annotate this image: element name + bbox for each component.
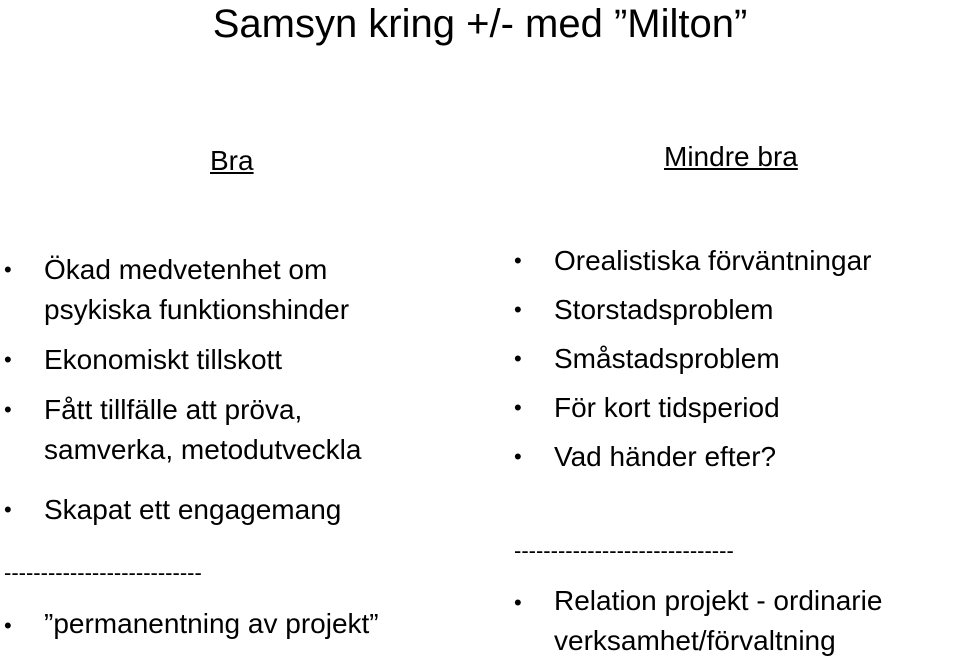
list-item xyxy=(514,285,871,334)
extra-item xyxy=(4,604,379,646)
divider-line: --------------------------- xyxy=(4,560,202,585)
bullet-icon: • xyxy=(514,395,522,420)
bullet-icon: • xyxy=(514,297,522,322)
list-item xyxy=(514,383,871,432)
extra-item-text: ”permanentning av projekt” xyxy=(44,608,379,639)
slide-title: Samsyn kring +/- med ”Milton” xyxy=(212,2,748,46)
bullet-icon: • xyxy=(514,346,522,371)
column-heading-less-good: Mindre bra xyxy=(664,141,798,172)
column-heading-good: Bra xyxy=(210,145,254,176)
list-item-text: Orealistiska förväntningar xyxy=(554,245,872,276)
good-list xyxy=(4,250,361,540)
list-item-text: samverka, metodutveckla xyxy=(44,434,362,465)
list-item xyxy=(514,334,871,383)
list-item-text: Småstadsproblem xyxy=(554,343,780,374)
list-item-text: psykiska funktionshinder xyxy=(44,294,350,325)
list-item xyxy=(514,236,871,285)
list-item xyxy=(4,490,361,530)
bullet-icon: • xyxy=(4,613,12,638)
bullet-icon: • xyxy=(4,497,12,522)
list-item-text: Ekonomiskt tillskott xyxy=(44,344,283,375)
extra-item-text: verksamhet/förvaltning xyxy=(554,625,836,656)
bullet-icon: • xyxy=(514,444,522,469)
divider-line: ------------------------------ xyxy=(514,538,734,563)
list-item xyxy=(4,390,361,470)
extra-item-text: Relation projekt - ordinarie xyxy=(554,585,883,616)
list-item xyxy=(4,340,361,380)
bullet-icon: • xyxy=(4,257,12,282)
list-item-text: Ökad medvetenhet om xyxy=(44,254,328,285)
list-item xyxy=(4,250,361,330)
bullet-icon: • xyxy=(514,248,522,273)
list-item-text: Vad händer efter? xyxy=(554,441,777,472)
list-item-text: Storstadsproblem xyxy=(554,294,774,325)
bullet-icon: • xyxy=(4,397,12,422)
bullet-icon: • xyxy=(4,347,12,372)
list-item-text: Skapat ett engagemang xyxy=(44,494,342,525)
bullet-icon: • xyxy=(514,590,522,615)
list-item xyxy=(514,432,871,481)
less-good-list xyxy=(514,236,871,481)
list-item-text: Fått tillfälle att pröva, xyxy=(44,394,303,425)
list-item-text: För kort tidsperiod xyxy=(554,392,780,423)
extra-item xyxy=(514,582,882,660)
